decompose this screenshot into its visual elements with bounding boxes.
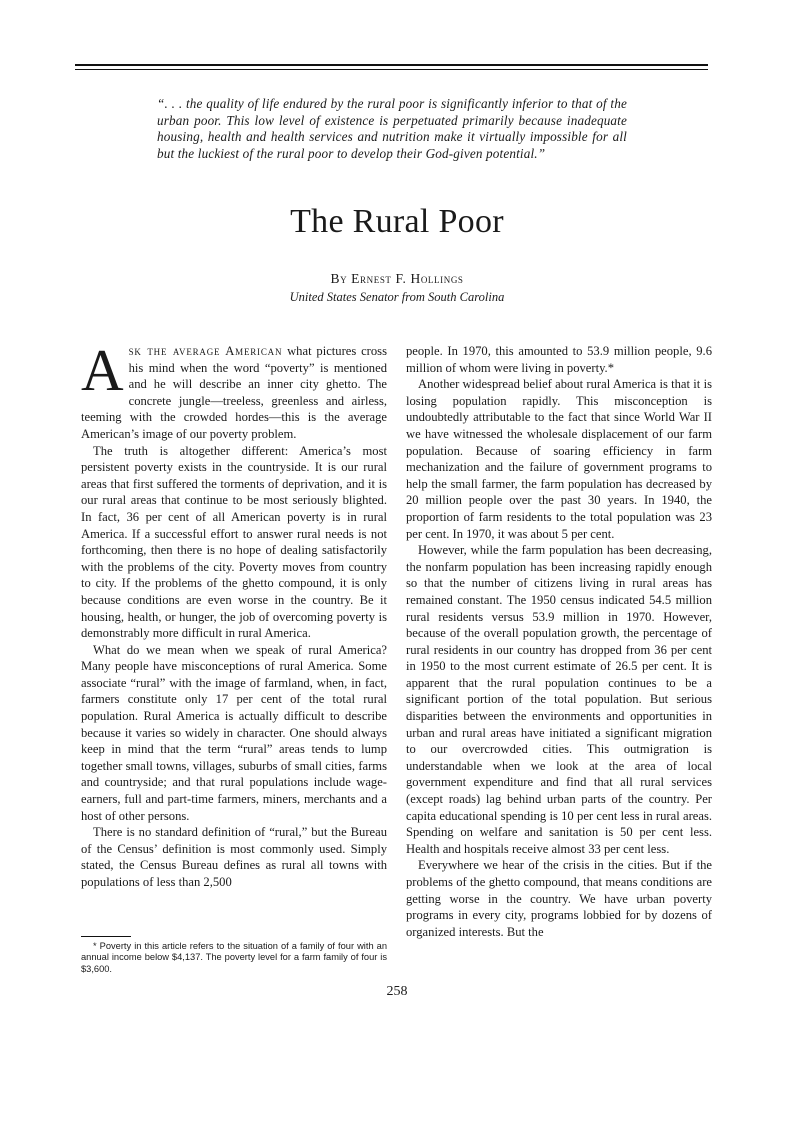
paragraph: Another widespread belief about rural America is that it is losing population rapidly. This misconception is undoubtedly attributable to the fact that since World War II we have witnessed the wholesale displacement of our farm population. Because of soaring efficiency in farm mechanization and the failure of government programs to help the small farmer, the farm population has decreased by 20 million people over the past 30 years. In 1940, the proportion of farm residents to the total population was 23 per cent. In 1970, it was about 5 per cent. bbox=[406, 377, 712, 541]
right-column bbox=[406, 343, 712, 940]
footnote-text: * Poverty in this article refers to the situation of a family of four with an annual income below $4,137. The poverty level for a farm family of four is $3,600. bbox=[81, 941, 387, 974]
paragraph: Everywhere we hear of the crisis in the cities. But if the problems of the ghetto compound, that means conditions are getting worse in the country. We have urban poverty programs in every city, programs lobbied for by dozens of organized interests. But the bbox=[406, 858, 712, 939]
left-column bbox=[81, 337, 387, 891]
footnote-rule bbox=[81, 936, 131, 937]
paragraph: What do we mean when we speak of rural America? Many people have misconceptions of rural America. Some associate “rural” with the image of farmland, when, in fact, farmers constitute only 17 per cent of the total rural population. Rural America is actually difficult to describe because it varies so widely in character. One should always keep in mind that the term “rural” areas tends to lump together small towns, villages, suburbs of small cities, farms and countryside; and that rural populations include wage-earners, full and part-time farmers, miners, merchants and a host of other persons. bbox=[81, 642, 387, 823]
author-affiliation: United States Senator from South Carolina bbox=[289, 290, 505, 304]
footnote bbox=[81, 941, 387, 975]
paragraph: There is no standard definition of “rural,” but the Bureau of the Census’ definition is most commonly used. Simply stated, the Census Bureau defines as rural all towns with populations of less than 2,500 bbox=[81, 825, 387, 889]
byline bbox=[0, 271, 794, 287]
paragraph bbox=[81, 337, 387, 443]
header-rule-thin bbox=[75, 69, 708, 70]
paragraph: However, while the farm population has been decreasing, the nonfarm population has been increasing rapidly enough so that the number of citizens living in rural areas has remained constant. The 1950 census indicated 54.5 million rural residents versus 53.9 million in 1970. However, because of the overall population growth, the percentage of rural residents in our country has dropped from 36 per cent in 1950 to the most current estimate of 26.5 per cent. It is apparent that the rural population continues to be a significant portion of the total population. But serious disparities between the environments and opportunities in urban and rural areas have initiated a significant migration to our overcrowded cities. This outmigration is understandable when we look at the area of local government expenditure and find that all rural services (except roads) lag behind urban parts of the country. Per capita educational spending is 10 per cent less in rural areas. Spending on welfare and sanitation is 50 per cent less. Health and hospitals receive almost 33 per cent less. bbox=[406, 543, 712, 856]
article-title: The Rural Poor bbox=[290, 203, 504, 240]
paragraph: The truth is altogether different: America’s most persistent poverty exists in the countryside. It is our rural areas that first suffered the torments of deprivation, and it is our rural areas that continue to be most seriously blighted. In fact, 36 per cent of all American poverty is in rural America. If a successful effort to answer rural needs is not forthcoming, then there is no hope of dealing satisfactorily with the problems of the city. Poverty moves from country to city. If the problems of the ghetto compound, it is only because conditions are even worse in the country. Be it housing, health, or hunger, the job of overcoming poverty is demonstrably more difficult in rural America. bbox=[81, 443, 387, 641]
drop-cap: A bbox=[81, 337, 124, 403]
paragraph: people. In 1970, this amounted to 53.9 million people, 9.6 million of whom were living in poverty.* bbox=[406, 344, 712, 375]
page-number: 258 bbox=[386, 984, 408, 999]
lead-in: sk the average American bbox=[128, 344, 283, 358]
paragraph-text: what pictures cross his mind when the word “poverty” is mentioned and he will describe an inner city ghetto. The concrete jungle—treeless, greenless and airless, teeming with the crowded hordes—this is the average American’s image of our poverty problem. bbox=[81, 344, 387, 441]
header-rule-thick bbox=[75, 64, 708, 66]
byline-prefix: By bbox=[330, 271, 348, 286]
author-name: Ernest F. Hollings bbox=[351, 271, 464, 286]
epigraph: “. . . the quality of life endured by the rural poor is significantly inferior to that of the urban poor. This low level of existence is perpetuated primarily because inadequate housing, health and health services and nutrition make it virtually impossible for all but the luckiest of the rural poor to develop their God-given potential.” bbox=[157, 96, 627, 161]
